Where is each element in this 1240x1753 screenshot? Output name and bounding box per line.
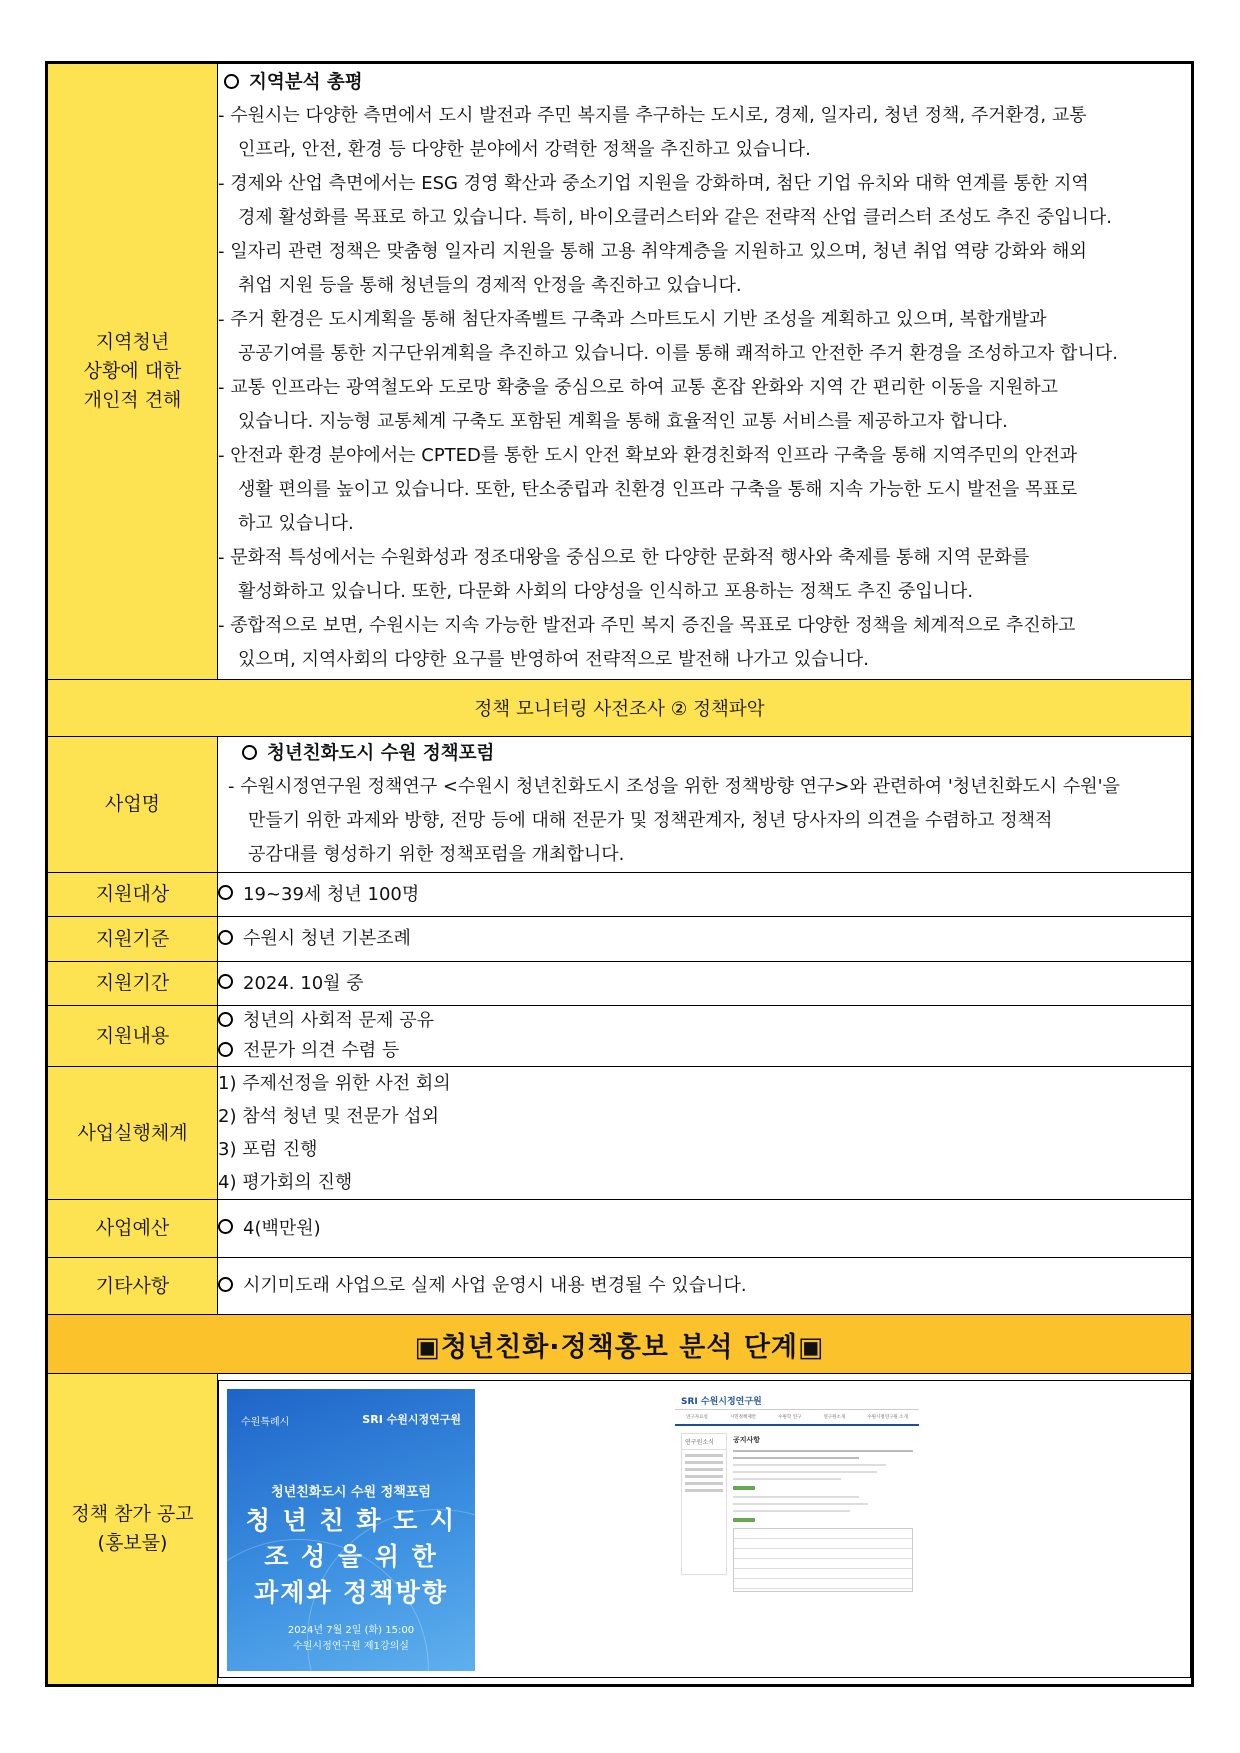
web-brand-logo: SRI 수원시정연구원 (681, 1397, 762, 1407)
etc-value-cell (218, 1258, 1193, 1315)
analysis-bullet-line: - 주거 환경은 도시계획을 통해 첨단자족벨트 구축과 스마트도시 기반 조성을 계획하고 있으며, 복합개발과 (218, 309, 1047, 330)
criteria-value: 수원시 청년 기본조례 (243, 928, 411, 949)
content-item-2: 전문가 의견 수렴 등 (218, 1036, 1191, 1066)
project-line-2: 만들기 위한 과제와 방향, 전망 등에 대해 전문가 및 정책관계자, 청년 당사자의 의견을 수렴하고 정책적 (248, 810, 1053, 831)
section-promo-title: ▣청년친화·정책홍보 분석 단계▣ (47, 1315, 1193, 1374)
target-value: 19~39세 청년 100명 (243, 883, 420, 905)
system-items-cell (218, 1067, 1193, 1200)
row-budget (47, 1200, 1193, 1258)
circle-bullet-icon (242, 745, 257, 760)
web-sidebar: 연구원소식 (681, 1433, 727, 1575)
web-nav-bar: 연구자료실 시민정책제안 수원학 연구 연구원소개 수원시정연구원 소개 (675, 1410, 919, 1426)
analysis-bullets (218, 99, 1191, 677)
project-line-1: - 수원시정연구원 정책연구 <수원시 청년친화도시 조성을 위한 정책방향 연구>와 관련하여 '청년친화도시 수원'을 (228, 776, 1120, 797)
budget-value-cell (218, 1200, 1193, 1258)
target-value-cell (218, 873, 1193, 917)
analysis-bullet-line: 생활 편의를 높이고 있습니다. 또한, 탄소중립과 친환경 인프라 구축을 통해 지속 가능한 도시 발전을 목표로 (238, 479, 1078, 500)
analysis-bullet (218, 541, 1191, 609)
label-budget: 사업예산 (47, 1200, 218, 1258)
notice-webpage-screenshot (675, 1389, 919, 1671)
promo-images-cell (218, 1374, 1193, 1686)
label-system: 사업실행체계 (47, 1067, 218, 1200)
document-page (45, 61, 1194, 1687)
analysis-bullet-line: - 수원시는 다양한 측면에서 도시 발전과 주민 복지를 추구하는 도시로, 경제, 일자리, 청년 정책, 주거환경, 교통 (218, 105, 1087, 126)
promo-images-frame (218, 1380, 1191, 1678)
circle-bullet-icon (218, 885, 233, 900)
row-target (47, 873, 1193, 917)
row-content (47, 1006, 1193, 1067)
circle-bullet-icon (218, 930, 233, 945)
analysis-bullet-line: 있으며, 지역사회의 다양한 요구를 반영하여 전략적으로 발전해 나가고 있습니다. (238, 649, 870, 670)
analysis-bullet (218, 609, 1191, 677)
forum-poster-image (227, 1389, 475, 1671)
project-content (218, 737, 1193, 873)
row-criteria (47, 917, 1193, 962)
criteria-value-cell (218, 917, 1193, 962)
circle-bullet-icon (218, 1277, 233, 1292)
analysis-bullet-line: - 안전과 환경 분야에서는 CPTED를 통한 도시 안전 확보와 환경친화적 인프라 구축을 통해 지역주민의 안전과 (218, 445, 1078, 466)
analysis-bullet-line: 취업 지원 등을 통해 청년들의 경제적 안정을 촉진하고 있습니다. (238, 275, 742, 296)
label-promo: 정책 참가 공고 (홍보물) (47, 1374, 218, 1686)
analysis-bullet (218, 439, 1191, 541)
label-target: 지원대상 (47, 873, 218, 917)
analysis-bullet (218, 303, 1191, 371)
section-policy-monitoring (47, 680, 1193, 737)
label-criteria: 지원기준 (47, 917, 218, 962)
analysis-bullet-line: 공공기여를 통한 지구단위계획을 추진하고 있습니다. 이를 통해 쾌적하고 안전한 주거 환경을 조성하고자 합니다. (238, 343, 1118, 364)
row-promo (47, 1374, 1193, 1686)
analysis-bullet (218, 167, 1191, 235)
analysis-bullet-line: 인프라, 안전, 환경 등 다양한 분야에서 강력한 정책을 추진하고 있습니다. (238, 139, 811, 160)
poster-subtitle: 청년친화도시 수원 정책포럼 (271, 1485, 431, 1500)
analysis-bullet-line: 경제 활성화를 목표로 하고 있습니다. 특히, 바이오클러스터와 같은 전략적 산업 클러스터 조성도 추진 중입니다. (238, 207, 1113, 228)
poster-logo-right: SRI 수원시정연구원 (362, 1413, 461, 1426)
budget-value: 4(백만원) (243, 1217, 321, 1239)
analysis-bullet-line: - 종합적으로 보면, 수원시는 지속 가능한 발전과 주민 복지 증진을 목표로 다양한 정책을 체계적으로 추진하고 (218, 615, 1076, 636)
project-line-3: 공감대를 형성하기 위한 정책포럼을 개최합니다. (248, 844, 625, 865)
row-project-name (47, 737, 1193, 873)
policy-table (45, 61, 1194, 1687)
system-item-2: 2) 참석 청년 및 전문가 섭외 (218, 1106, 439, 1127)
analysis-bullet-line: - 교통 인프라는 광역철도와 도로망 확충을 중심으로 하여 교통 혼잡 완화와 지역 간 편리한 이동을 지원하고 (218, 377, 1058, 398)
circle-bullet-icon (218, 1219, 233, 1234)
analysis-bullet (218, 371, 1191, 439)
label-etc: 기타사항 (47, 1258, 218, 1315)
label-period: 지원기간 (47, 962, 218, 1006)
analysis-title: 지역분석 총평 (224, 66, 1191, 99)
analysis-bullet (218, 235, 1191, 303)
regional-analysis-content (218, 63, 1193, 680)
row-etc (47, 1258, 1193, 1315)
section-title: 정책 모니터링 사전조사 ② 정책파악 (47, 680, 1193, 737)
analysis-bullet-line: 활성화하고 있습니다. 또한, 다문화 사회의 다양성을 인식하고 포용하는 정책도 추진 중입니다. (238, 581, 974, 602)
system-item-3: 3) 포럼 진행 (218, 1139, 318, 1160)
circle-bullet-icon (218, 974, 233, 989)
label-content: 지원내용 (47, 1006, 218, 1067)
analysis-bullet-line: - 문화적 특성에서는 수원화성과 정조대왕을 중심으로 한 다양한 문화적 행사와 축제를 통해 지역 문화를 (218, 547, 1030, 568)
analysis-bullet-line: 있습니다. 지능형 교통체계 구축도 포함된 계획을 통해 효율적인 교통 서비스를 제공하고자 합니다. (238, 411, 1008, 432)
content-items-cell (218, 1006, 1193, 1067)
row-period (47, 962, 1193, 1006)
period-value: 2024. 10월 중 (243, 972, 364, 994)
analysis-bullet-line: - 일자리 관련 정책은 맞춤형 일자리 지원을 통해 고용 취약계층을 지원하고 있으며, 청년 취업 역량 강화와 해외 (218, 241, 1087, 262)
period-value-cell (218, 962, 1193, 1006)
content-item-1: 청년의 사회적 문제 공유 (218, 1006, 1191, 1036)
poster-place: 수원시정연구원 제1강의실 (293, 1641, 409, 1652)
circle-bullet-icon (218, 1012, 233, 1027)
poster-headline: 청 년 친 화 도 시 조 성 을 위 한 과제와 정책방향 (245, 1506, 457, 1607)
etc-value: 시기미도래 사업으로 실제 사업 운영시 내용 변경될 수 있습니다. (243, 1275, 747, 1296)
analysis-bullet-line: - 경제와 산업 측면에서는 ESG 경영 확산과 중소기업 지원을 강화하며, 첨단 기업 유치와 대학 연계를 통한 지역 (218, 173, 1089, 194)
row-regional-view (47, 63, 1193, 680)
analysis-bullet (218, 99, 1191, 167)
project-title: 청년친화도시 수원 정책포럼 (242, 737, 1191, 770)
row-system (47, 1067, 1193, 1200)
label-regional-view: 지역청년 상황에 대한 개인적 견해 (47, 63, 218, 680)
label-project-name: 사업명 (47, 737, 218, 873)
circle-bullet-icon (224, 74, 239, 89)
web-notice-body: 공지사항 (733, 1435, 913, 1592)
poster-logo-left: 수원특례시 (241, 1417, 290, 1428)
system-item-4: 4) 평가회의 진행 (218, 1172, 353, 1193)
poster-date: 2024년 7월 2일 (화) 15:00 (287, 1625, 415, 1636)
circle-bullet-icon (218, 1042, 233, 1057)
analysis-bullet-line: 하고 있습니다. (238, 513, 354, 534)
section-promo-analysis (47, 1315, 1193, 1374)
system-item-1: 1) 주제선정을 위한 사전 회의 (218, 1073, 451, 1094)
